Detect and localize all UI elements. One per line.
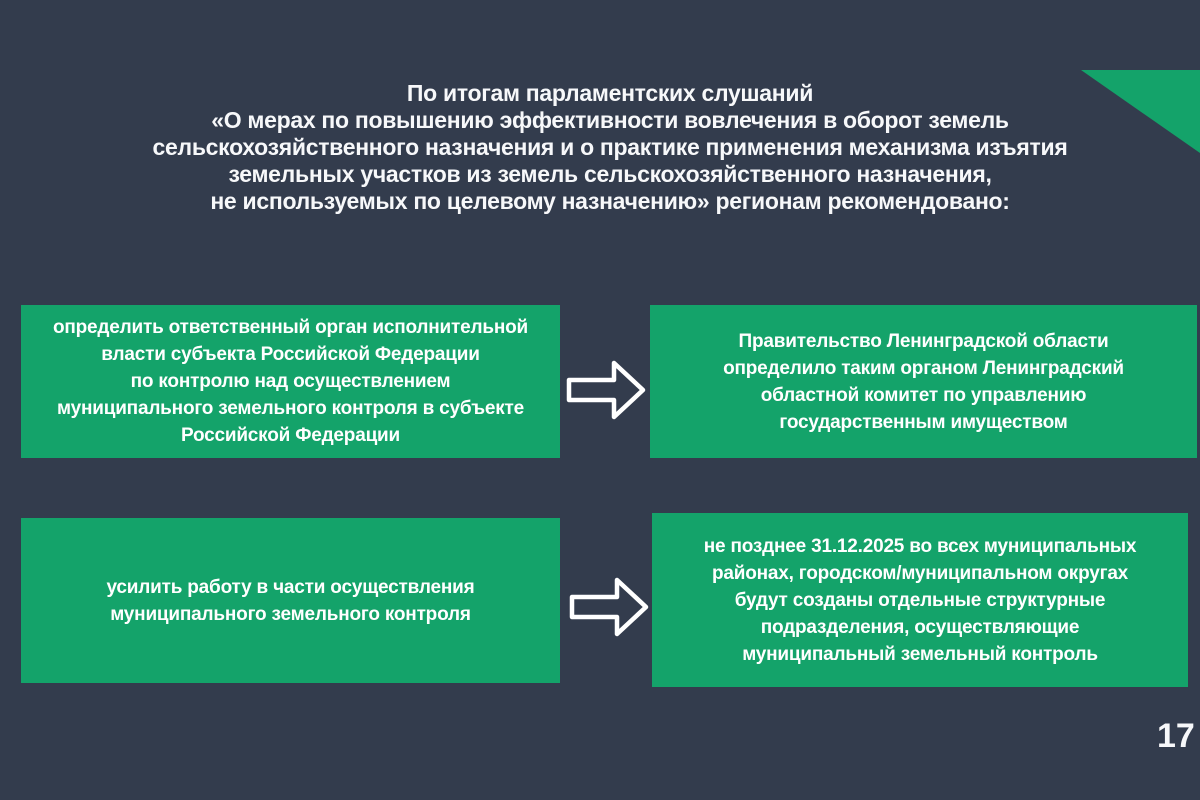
- right-arrow-icon: [566, 359, 646, 421]
- page-number: 17: [1157, 717, 1195, 755]
- right-arrow-icon: [569, 576, 649, 638]
- implementation-box-2: не позднее 31.12.2025 во всех муниципальных районах, городском/муниципальном округах будут созданы отдельные структурные подразделения, осуществляющие муниципальный земельный контроль: [652, 513, 1188, 687]
- implementation-box-1: Правительство Ленинградской области определило таким органом Ленинградский областной комитет по управлению государственным имуществом: [650, 305, 1197, 458]
- recommendation-box-2: усилить работу в части осуществления муниципального земельного контроля: [21, 518, 560, 683]
- recommendation-box-1: определить ответственный орган исполнительной власти субъекта Российской Федерации по контролю над осуществлением муниципального земельного контроля в субъекте Российской Федерации: [21, 305, 560, 458]
- slide-title: По итогам парламентских слушаний «О мерах по повышению эффективности вовлечения в оборот земель сельскохозяйственного назначения и о практике применения механизма изъятия земельных участков из земель сельскохозяйственного назначения, не используемых по целевому назначению» регионам рекомендовано:: [152, 80, 1068, 214]
